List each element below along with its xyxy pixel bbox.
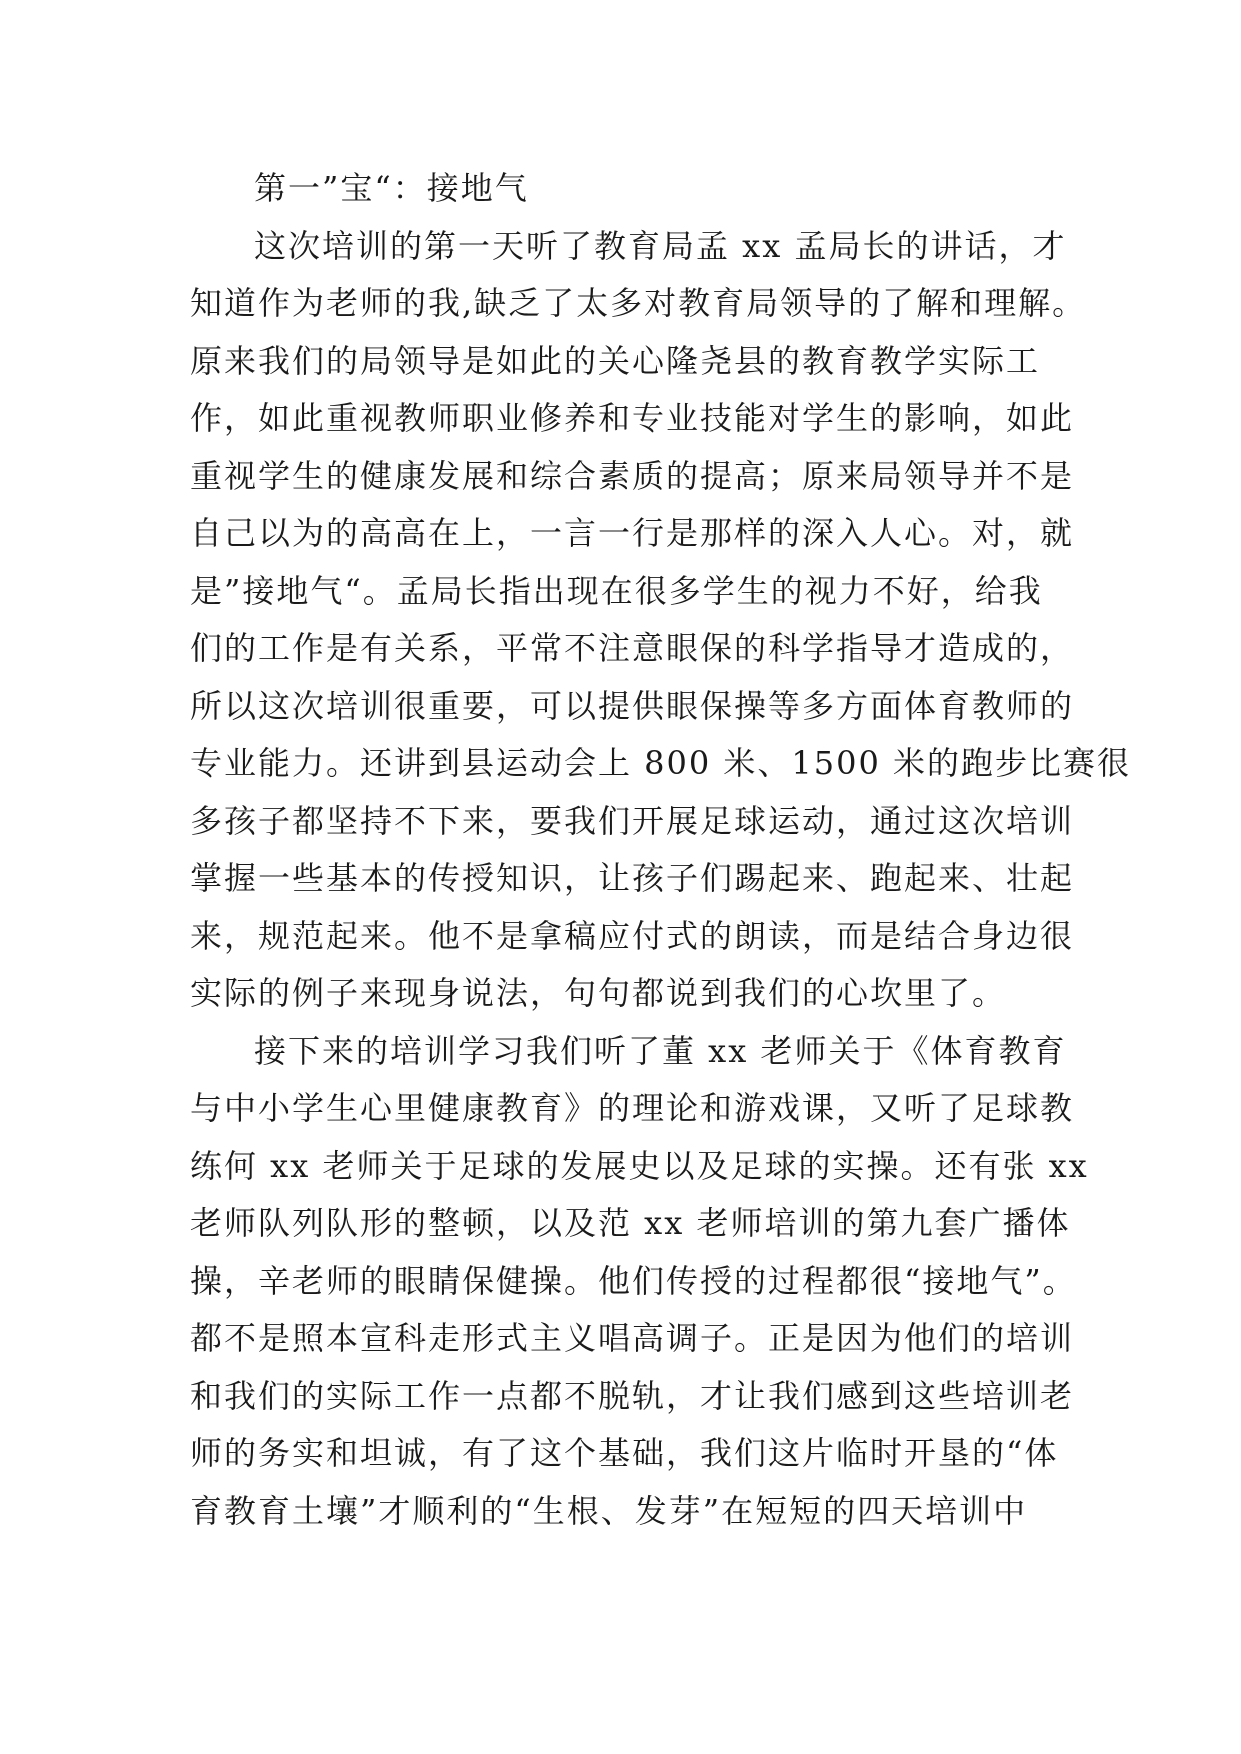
paragraph-line: 和我们的实际工作一点都不脱轨，才让我们感到这些培训老 xyxy=(190,1376,1075,1415)
paragraph-line: 作，如此重视教师职业修养和专业技能对学生的影响，如此 xyxy=(190,399,1075,437)
paragraph-line: 来，规范起来。他不是拿稿应付式的朗读，而是结合身边很 xyxy=(190,916,1075,955)
paragraph-line: 自己以为的高高在上，一言一行是那样的深入人心。对，就 xyxy=(190,514,1075,552)
paragraph-line: 们的工作是有关系，平常不注意眼保的科学指导才造成的， xyxy=(190,629,1075,667)
paragraph-line: 育教育土壤”才顺利的“生根、发芽”在短短的四天培训中 xyxy=(190,1491,1028,1530)
paragraph-line: 操，辛老师的眼睛保健操。他们传授的过程都很“接地气”。 xyxy=(190,1261,1077,1300)
paragraph-line: 老师队列队形的整顿，以及范 xx 老师培训的第九套广播体 xyxy=(190,1204,1071,1242)
paragraph-line: 师的务实和坦诚，有了这个基础，我们这片临时开垦的“体 xyxy=(190,1434,1059,1472)
document-body xyxy=(190,160,1132,1540)
paragraph-line: 专业能力。还讲到县运动会上 800 米、1500 米的跑步比赛很 xyxy=(190,744,1132,782)
paragraph-line: 实际的例子来现身说法，句句都说到我们的心坎里了。 xyxy=(190,974,1007,1012)
paragraph-line: 是”接地气“。孟局长指出现在很多学生的视力不好，给我 xyxy=(190,571,1043,610)
paragraph-line: 练何 xx 老师关于足球的发展史以及足球的实操。还有张 xx xyxy=(190,1146,1089,1185)
paragraph-line: 原来我们的局领导是如此的关心隆尧县的教育教学实际工 xyxy=(190,341,1041,380)
paragraph-line: 这次培训的第一天听了教育局孟 xx 孟局长的讲话，才 xyxy=(254,226,1067,265)
paragraph-line: 掌握一些基本的传授知识，让孩子们踢起来、跑起来、壮起 xyxy=(190,859,1075,897)
paragraph-line: 与中小学生心里健康教育》的理论和游戏课，又听了足球教 xyxy=(190,1089,1075,1127)
paragraph-line: 知道作为老师的我,缺乏了太多对教育局领导的了解和理解。 xyxy=(190,284,1087,322)
paragraph-line: 多孩子都坚持不下来，要我们开展足球运动，通过这次培训 xyxy=(190,801,1075,840)
section-heading: 第一”宝“：接地气 xyxy=(254,169,529,207)
paragraph-line: 所以这次培训很重要，可以提供眼保操等多方面体育教师的 xyxy=(190,686,1075,725)
paragraph-line: 都不是照本宣科走形式主义唱高调子。正是因为他们的培训 xyxy=(190,1319,1075,1357)
paragraph-line: 接下来的培训学习我们听了董 xx 老师关于《体育教育 xyxy=(254,1031,1067,1070)
paragraph-line: 重视学生的健康发展和综合素质的提高；原来局领导并不是 xyxy=(190,456,1075,495)
